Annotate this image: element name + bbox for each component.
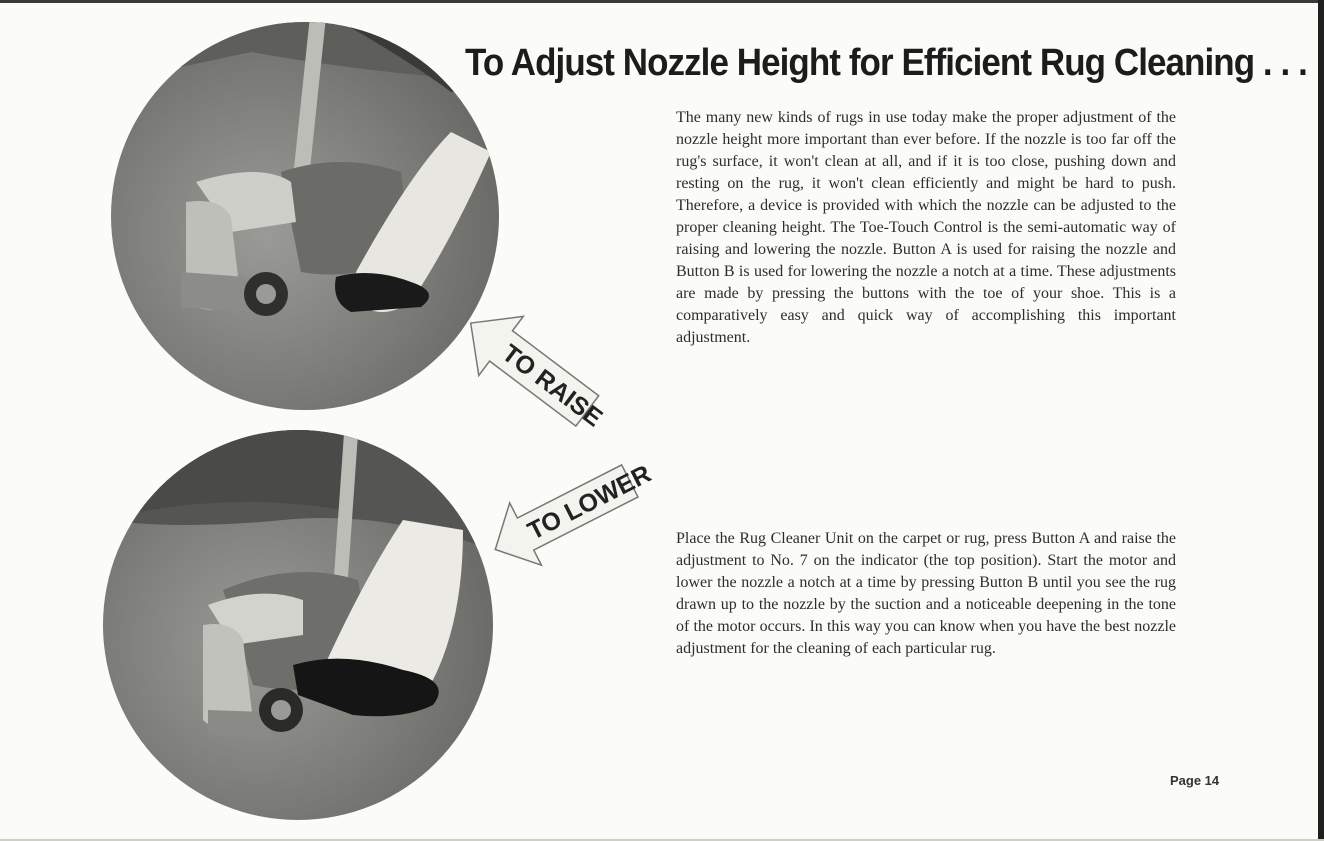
lower-nozzle-photo	[103, 430, 493, 820]
page-right-edge	[1318, 0, 1324, 841]
page-title: To Adjust Nozzle Height for Efficient Rug Cleaning . . .	[465, 42, 1307, 84]
lower-nozzle-illustration	[103, 430, 493, 820]
raise-nozzle-illustration	[111, 22, 499, 410]
to-lower-arrow	[485, 450, 656, 580]
body-paragraph-2: Place the Rug Cleaner Unit on the carpet or rug, press Button A and raise the adjustment to No. 7 on the indicator (the top position). Start the motor and lower the nozzle a notch at a time by pressing Button B until you see the rug drawn up to the nozzle by the suction and a noticeable deepening in the tone of the motor occurs. In this way you can know when you have the best nozzle adjustment for the cleaning of each particular rug.	[676, 530, 1176, 657]
to-raise-label: TO RAISE	[496, 339, 608, 433]
page-top-edge	[0, 0, 1324, 3]
body-paragraph-1: The many new kinds of rugs in use today make the proper adjustment of the nozzle height more important than ever before. If the nozzle is too far off the rug's surface, it won't clean at all, and if it is too close, pushing down and resting on the rug, it won't clean efficiently and might be hard to push. Therefore, a device is provided with which the nozzle can be adjusted to the proper cleaning height. The Toe-Touch Control is the semi-automatic way of raising and lowering the nozzle. Button A is used for raising the nozzle and Button B is used for lowering the nozzle a notch at a time. These adjustments are made by pressing the buttons with the toe of your shoe. This is a comparatively easy and quick way of accomplishing this important adjustment.	[676, 109, 1176, 346]
raise-nozzle-photo	[111, 22, 499, 410]
to-lower-label: TO LOWER	[523, 459, 656, 546]
to-raise-arrow	[454, 300, 608, 435]
page-number: Page 14	[1170, 773, 1220, 788]
